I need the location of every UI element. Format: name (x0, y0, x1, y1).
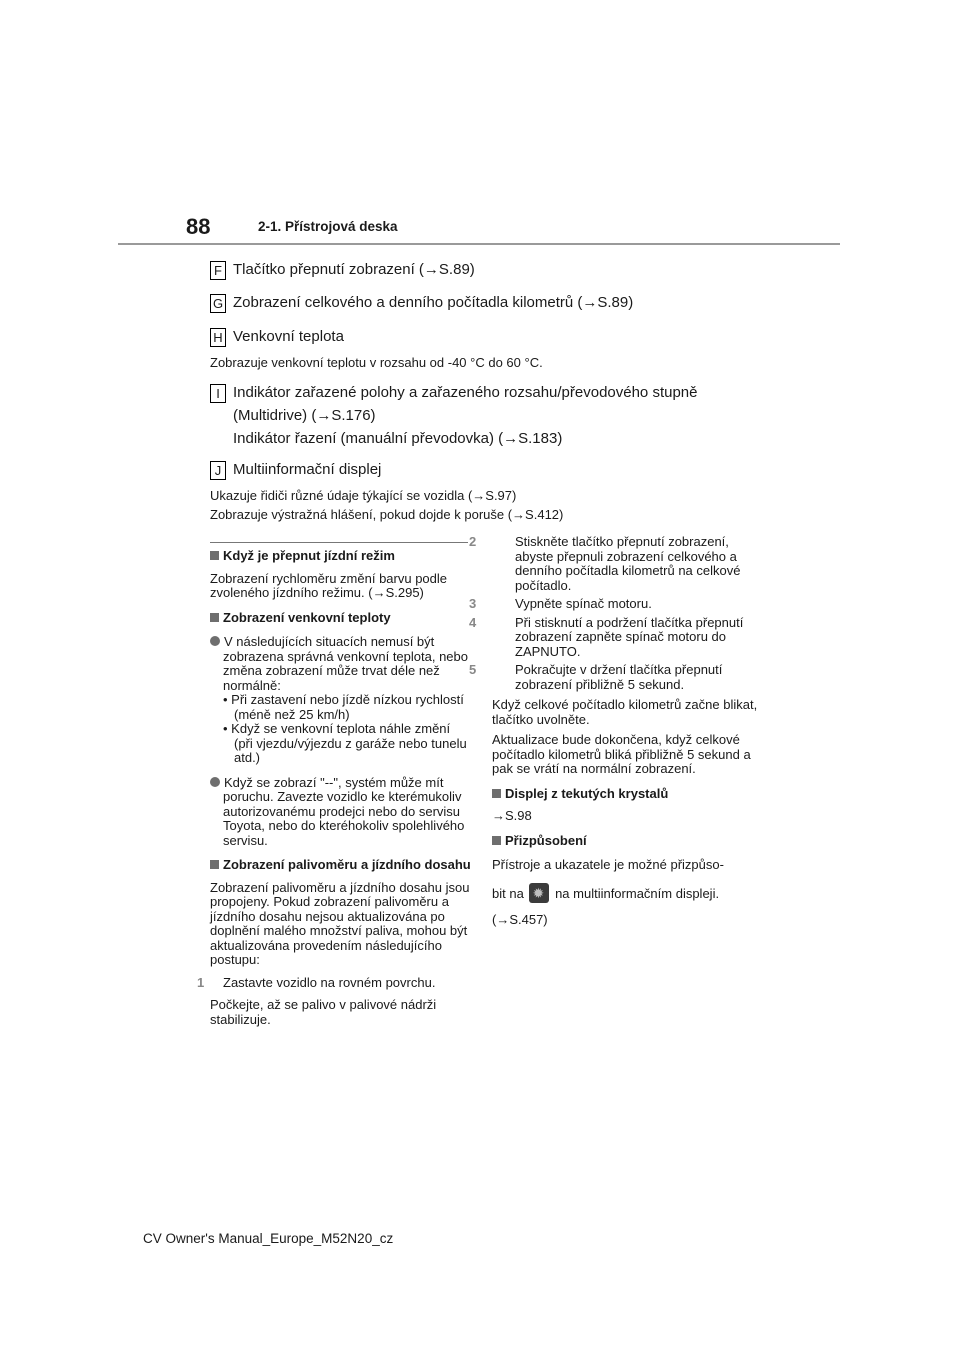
step-3: 3 Vypněte spínač motoru. (469, 596, 652, 611)
label-box: F (210, 261, 226, 280)
section-title: 2-1. Přístrojová deska (258, 219, 398, 234)
circle-bullet-icon (210, 777, 220, 787)
item-h-desc: Zobrazuje venkovní teplotu v rozsahu od -40 °C do 60 °C. (210, 355, 543, 370)
paragraph: Když celkové počítadlo kilometrů začne blikat, tlačítko uvolněte. (492, 697, 758, 727)
step-5: 5 Pokračujte v držení tlačítka přepnutí zobrazení přibližně 5 sekund. (469, 662, 723, 692)
item-j-desc2: Zobrazuje výstražná hlášení, pokud dojde k poruše (→S.412) (210, 507, 564, 522)
item-text: Multiinformační displej (233, 461, 382, 478)
item-i-line2: (Multidrive) (→S.176) (233, 407, 376, 424)
item-g (210, 293, 633, 313)
heading-driving-mode: Když je přepnut jízdní režim (210, 549, 472, 564)
paragraph: Přístroje a ukazatele je možné přizpůso- (492, 857, 724, 872)
paragraph: Počkejte, až se palivo v palivové nádrži stabilizuje. (210, 997, 437, 1027)
sub-bullet: • Když se venkovní teplota náhle změní (při vjezdu/výjezdu z garáže nebo tunelu atd.) (223, 721, 467, 765)
square-bullet-icon (492, 789, 501, 798)
heading-customization: Přizpůsobení (492, 834, 758, 849)
square-bullet-icon (210, 551, 219, 560)
bullet-item: Když se zobrazí "--", systém může mít poruchu. Zavezte vozidlo ke kterémukoliv autorizovanému prodejci nebo do servisu Toyota, nebo do kteréhokoliv spolehlivého servisu. (210, 776, 472, 849)
paragraph-with-icon: bit na ✹ na multiinformačním displeji. (492, 883, 758, 903)
left-column (197, 548, 472, 1027)
paragraph: Zobrazení palivoměru a jízdního dosahu jsou propojeny. Pokud zobrazení palivoměru a jízdního dosahu nejsou aktualizována po doplnění malého množství paliva, mohou být aktualizována provedením následujícího postupu: (210, 879, 470, 967)
column-divider (210, 542, 468, 543)
item-f (210, 260, 475, 280)
heading-outside-temp: Zobrazení venkovní teploty (210, 611, 472, 626)
item-text: Zobrazení celkového a denního počítadla kilometrů (→S.89) (233, 294, 634, 311)
item-text: Venkovní teplota (233, 328, 344, 345)
item-i (210, 383, 697, 403)
item-i-line3: Indikátor řazení (manuální převodovka) (→S.183) (233, 430, 563, 447)
heading-fuel-gauge: Zobrazení palivoměru a jízdního dosahu (210, 858, 472, 873)
item-h (210, 327, 344, 347)
right-column (469, 534, 758, 927)
item-j-desc1: Ukazuje řidiči různé údaje týkající se vozidla (→S.97) (210, 488, 517, 503)
label-box: J (210, 461, 226, 480)
item-text: Indikátor zařazené polohy a zařazeného rozsahu/převodového stupně (233, 384, 698, 401)
footer: CV Owner's Manual_Europe_M52N20_cz (143, 1231, 394, 1246)
circle-bullet-icon (210, 636, 220, 646)
label-box: G (210, 294, 226, 313)
label-box: I (210, 384, 226, 403)
reference: →S.98 (492, 808, 532, 823)
bullet-item: V následujících situacích nemusí být zobrazena správná venkovní teplota, nebo změna zobrazení může trvat déle než normálně: (210, 635, 472, 693)
gear-icon (529, 883, 549, 903)
square-bullet-icon (492, 836, 501, 845)
reference: (→S.457) (492, 911, 548, 927)
step-2: 2 Stiskněte tlačítko přepnutí zobrazení, abyste přepnuli zobrazení celkového a denního počítadla kilometrů na celkové počítadlo. (469, 534, 741, 593)
step-4: 4 Při stisknutí a podržení tlačítka přepnutí zobrazení zapněte spínač motoru do ZAPNUTO. (469, 614, 744, 659)
square-bullet-icon (210, 860, 219, 869)
sub-bullet: • Při zastavení nebo jízdě nízkou rychlostí (méně než 25 km/h) (223, 692, 464, 722)
square-bullet-icon (210, 613, 219, 622)
heading-lcd: Displej z tekutých krystalů (492, 787, 758, 802)
step-1: 1 Zastavte vozidlo na rovném povrchu. (197, 974, 436, 990)
label-box: H (210, 328, 226, 347)
page-number: 88 (186, 214, 211, 239)
item-j (210, 460, 381, 480)
item-text: Tlačítko přepnutí zobrazení (→S.89) (233, 261, 475, 278)
paragraph: Aktualizace bude dokončena, když celkové počítadlo kilometrů bliká přibližně 5 sekund a pak se vrátí na normální zobrazení. (492, 732, 751, 776)
header-rule (118, 243, 840, 245)
paragraph: Zobrazení rychloměru změní barvu podle zvoleného jízdního režimu. (→S.295) (210, 570, 448, 600)
